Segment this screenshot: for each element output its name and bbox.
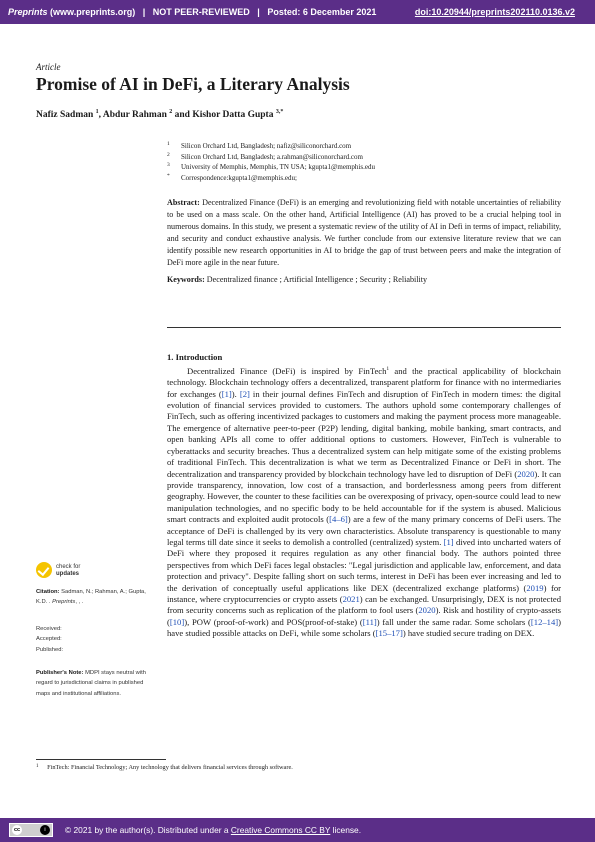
abstract-label: Abstract: — [167, 198, 200, 207]
correspondence-text: Correspondence:kgupta1@memphis.edu; — [181, 173, 297, 182]
citation-link[interactable]: [15–17] — [375, 628, 403, 639]
citation-tail: , , . — [75, 599, 84, 606]
published-label: Published: — [36, 646, 64, 653]
affiliation-mark: 3 — [167, 162, 170, 168]
citation-link[interactable]: [11] — [362, 616, 377, 627]
citation-link[interactable]: [1] — [443, 536, 454, 547]
author-list — [36, 109, 283, 120]
footnote-divider — [36, 759, 166, 760]
check-updates-line2: updates — [56, 571, 80, 577]
author-mark: 3,* — [275, 109, 284, 115]
citation-link[interactable]: [10] — [169, 616, 185, 627]
author-joiner: , — [98, 110, 102, 121]
body-text-run: and the practical applicability of blockchain technology. Blockchain technology offers a decentralized, transparent platform for finance with no intermediaries for exchanges ( — [167, 365, 561, 399]
cc-symbol-icon: cc — [13, 827, 21, 833]
footnote — [36, 764, 293, 771]
citation-label: Citation: — [36, 589, 60, 595]
body-text-run: ) can be exchanged. Unsurprisingly, DEX is not protected from security concerns such as replication of the platform to fool users ( — [167, 593, 561, 616]
citation-link[interactable]: 2020 — [517, 468, 535, 479]
paper-title: Promise of AI in DeFi, a Literary Analysis — [36, 74, 350, 94]
publisher-note — [36, 668, 148, 699]
body-text-run: ) have studied possible attacks on DeFi, while some scholars ( — [167, 616, 561, 639]
body-text-run: ) are a few of the many primary concerns of DeFi users. The acceptance of DeFi is challenged by its very own characteristics. Absolute transparency is questionable to many legal terms till date since it seeks to demolish a controlled (centralized) system. — [167, 514, 561, 547]
body-text-run: ), POW (proof-of-work) and POS(proof-of-stake) ( — [184, 616, 363, 627]
affiliation-item — [167, 173, 375, 184]
body-text-run: ). It can provide transparency, innovation, low cost of a transaction, and borderlessness among peers from different geography. However, the counter to these facilities can be overexposing of privacy, open-source could lead to new manipulation technologies, and no specific body to be held accountable for if the system is abused. Malicious smart contracts and exploited audit protocols ( — [167, 468, 561, 525]
affiliation-text: Silicon Orchard Ltd, Bangladesh; nafiz@siliconorchard.com — [181, 142, 352, 150]
author-mark: 1 — [95, 109, 99, 115]
journal-url[interactable]: (www.preprints.org) — [50, 7, 136, 17]
separator: | — [257, 7, 260, 17]
affiliation-item — [167, 152, 375, 163]
body-text-run: ). — [231, 388, 240, 399]
body-text-run: dived into uncharted waters of DeFi where they proposed it requires regulation as any other financial body. The authors pointed three perspectives from which DeFi faces legal obstacles: "Legal jurisdiction and applicable law, enforcement, and data protection and privacy". Despite falling short on such terms, interest in DeFi has been ever increasing and led to the derivation of conceptually useful applications like DEX (decentralized exchange platforms) ( — [167, 536, 562, 593]
citation-link[interactable]: 2019 — [526, 582, 544, 593]
dates-block — [36, 624, 148, 655]
doi-link[interactable]: doi:10.20944/preprints202110.0136.v2 — [414, 7, 575, 17]
citation-block — [36, 587, 148, 608]
received-label: Received: — [36, 626, 62, 632]
keywords — [167, 275, 561, 284]
footer-license-text — [65, 825, 361, 835]
checkmark-icon — [36, 562, 52, 578]
body-text-run: ) for instance, where cryptocurrencies or crypto assets ( — [167, 582, 562, 604]
peer-review-status: NOT PEER-REVIEWED — [152, 7, 250, 17]
check-for-updates-label — [56, 564, 96, 578]
affiliation-mark: * — [167, 172, 170, 179]
license-link[interactable]: Creative Commons CC BY — [230, 825, 331, 835]
author-mark: 2 — [169, 109, 173, 115]
body-text-run: in their journal defines FinTech and disruption of FinTech in modern times: the digital evolution of financial services provided to customers. The authors uphold some contemporary challenges of FinTech, such as offering incentivized packages to customers and making the payment process more manageable. The emergence of alternative peer-to-peer (P2P) lending, digital banking, mobile banking, smart contracts, and open banking APIs all come to offer additional options to customers. However, FinTech is vulnerable to cyberattacks and security breaches. Thus a decentralized system can help mitigate some of the existing problems of traditional FinTech. This decentralization is what we term as Decentralized Finance or DeFi in short. The decentralization and transparency provided by blockchain technology have led to disruption of DeFi ( — [167, 388, 561, 479]
keywords-text: Decentralized finance ; Artificial Intelligence ; Security ; Reliability — [206, 275, 428, 284]
affiliation-mark: 2 — [167, 151, 170, 158]
affiliation-mark: 1 — [167, 141, 170, 147]
journal-name[interactable]: Preprints — [8, 7, 48, 17]
body-text-run: ) fall under the same radar. Some scholars ( — [376, 616, 531, 627]
header-left — [8, 7, 376, 17]
citation-link[interactable]: 2021 — [342, 593, 360, 604]
author-name: Kishor Datta Gupta — [192, 110, 274, 121]
citation-link[interactable]: [2] — [239, 388, 250, 399]
body-text-run: ) have studied secure trading on DEX. — [402, 628, 535, 639]
author-joiner: and — [174, 110, 190, 121]
citation-journal: Preprints — [52, 599, 76, 606]
citation-link[interactable]: 2020 — [418, 605, 436, 616]
author-name: Nafiz Sadman — [36, 110, 94, 121]
body-text-run: ). Risk and hostility of crypto-assets ( — [167, 605, 562, 627]
footnote-marker[interactable]: 1 — [386, 366, 390, 372]
section-heading: 1. Introduction — [167, 352, 223, 362]
affiliation-text: University of Memphis, Memphis, TN USA; kgupta1@memphis.edu — [181, 163, 375, 171]
footnote-mark: 1 — [36, 764, 39, 769]
cc-license-icon[interactable] — [9, 823, 53, 837]
check-updates-line1: check for — [56, 564, 81, 570]
citation-link[interactable]: [12–14] — [530, 616, 559, 627]
abstract — [167, 197, 561, 269]
accepted-label: Accepted: — [36, 636, 62, 643]
citation-text: Sadman, N.; Rahman, A.; Gupta, K.D. . — [36, 589, 146, 606]
license-tail: license. — [332, 825, 362, 835]
publisher-note-label: Publisher's Note: — [36, 670, 84, 676]
publisher-note-text: MDPI stays neutral with regard to jurisdictional claims in published maps and institutional affiliations. — [36, 670, 146, 697]
by-person-icon: i — [40, 825, 50, 835]
divider — [167, 327, 561, 328]
body-text-run: Decentralized Finance (DeFi) is inspired by FinTech — [187, 365, 387, 376]
footnote-text: FinTech: Financial Technology; Any technology that delivers financial services through software. — [47, 764, 293, 771]
affiliation-item — [167, 141, 375, 152]
posted-date: Posted: 6 December 2021 — [267, 7, 377, 17]
citation-link[interactable]: [1] — [221, 388, 232, 399]
article-type: Article — [36, 62, 61, 72]
author-name: Abdur Rahman — [102, 110, 167, 121]
affiliation-text: Silicon Orchard Ltd, Bangladesh; a.rahman@siliconorchard.com — [181, 152, 363, 161]
affiliations — [167, 141, 375, 183]
abstract-text: Decentralized Finance (DeFi) is an emerging and revolutionizing field with notable uncertainties of reliability to be used on a mass scale. On the other hand, Artificial Intelligence (AI) has proved to be a crucial helping tool in numerous domains. In this study, we present a systematic review of the utility of AI in Defi in terms of impact, reliability, and security and conduct exhaustive analysis. We further conclude from our extensive literature review that we can identify possible new research opportunities in AI to bridge the gap of trust between peers and make the integration of DeFi more agile in the near future. — [167, 198, 561, 267]
keywords-label: Keywords: — [167, 275, 205, 284]
intro-paragraph — [167, 364, 561, 640]
citation-link[interactable]: [4–6] — [329, 514, 348, 525]
separator: | — [142, 7, 146, 17]
copyright-text: © 2021 by the author(s). Distributed under a — [65, 825, 229, 835]
footer-bar — [0, 818, 595, 842]
affiliation-item — [167, 162, 375, 173]
header-bar — [0, 0, 595, 24]
